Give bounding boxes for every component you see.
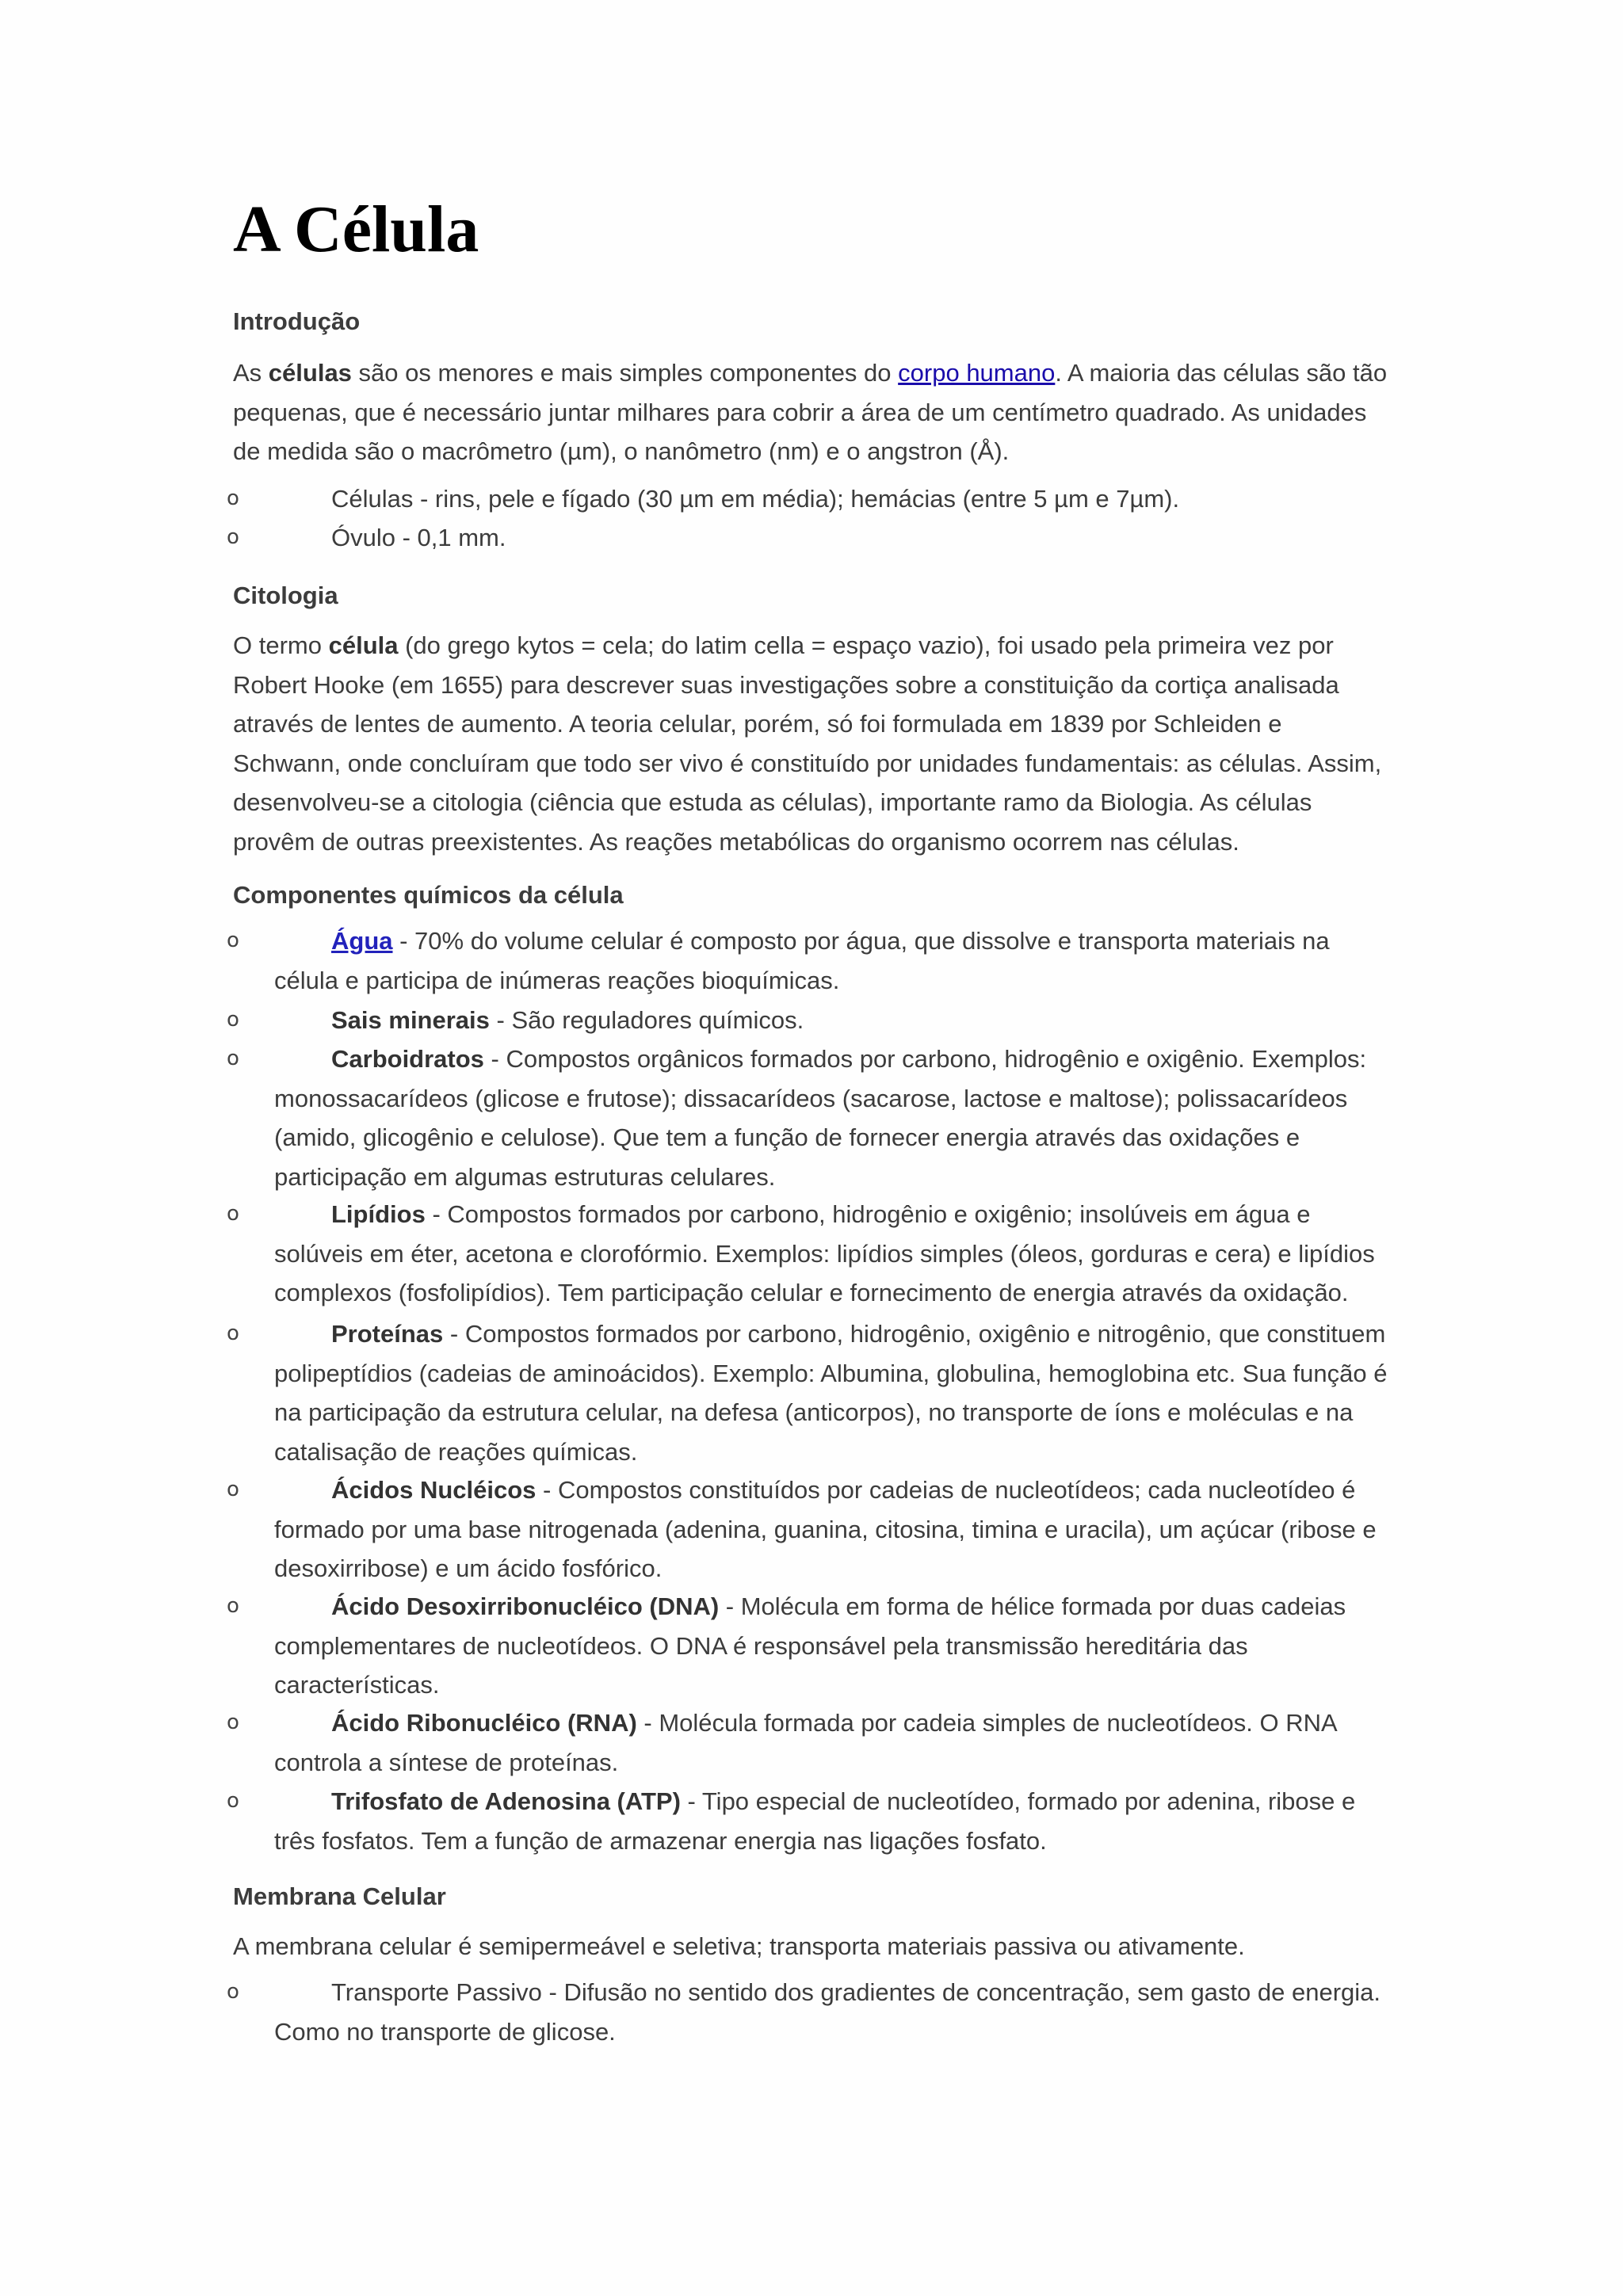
bullet-icon: o <box>227 1980 239 2004</box>
membrana-line: A membrana celular é semipermeável e seletiva; transporta materiais passiva ou ativamente. <box>233 1932 1245 1960</box>
bold-term: célula <box>328 631 399 659</box>
citologia-line: desenvolveu-se a citologia (ciência que estuda as células), importante ramo da Biologia. As células <box>233 788 1312 816</box>
heading-componentes: Componentes químicos da célula <box>233 881 624 909</box>
list-item-continuation: desoxirribose) e um ácido fosfórico. <box>274 1554 663 1582</box>
list-item-first-line <box>274 1470 1407 1510</box>
list-item-body <box>274 1782 1407 1860</box>
list-item-text: - Molécula em forma de hélice formada por duas cadeias <box>719 1592 1346 1620</box>
list-item-first-line <box>274 1195 1407 1234</box>
list-item-text: Células - rins, pele e fígado (30 µm em média); hemácias (entre 5 µm e 7µm). <box>331 485 1180 513</box>
list-item-continuation: polipeptídios (cadeias de aminoácidos). Exemplo: Albumina, globulina, hemoglobina etc. Sua função é <box>274 1359 1388 1387</box>
bullet-icon: o <box>227 1008 239 1032</box>
bold-term: células <box>268 359 352 387</box>
list-item-text: - São reguladores químicos. <box>489 1006 804 1034</box>
list-item-first-line <box>274 1782 1407 1821</box>
list-item-body <box>274 1973 1407 2051</box>
list-item-text: - Compostos constituídos por cadeias de nucleotídeos; cada nucleotídeo é <box>536 1476 1356 1504</box>
citologia-line: através de lentes de aumento. A teoria celular, porém, só foi formulada em 1839 por Schleiden e <box>233 710 1282 738</box>
list-item-body <box>274 1195 1407 1313</box>
list-item-text: - Compostos orgânicos formados por carbono, hidrogênio e oxigênio. Exemplos: <box>483 1045 1367 1073</box>
text: As <box>233 359 269 387</box>
list-item-first-line <box>274 921 1407 961</box>
list-item-first-line <box>274 1587 1407 1627</box>
bullet-icon: o <box>227 1202 239 1226</box>
text: . A maioria das células são tão <box>1055 359 1388 387</box>
bullet-icon: o <box>227 1789 239 1813</box>
list-item-first-line <box>274 1039 1407 1079</box>
list-item-body <box>274 479 1407 519</box>
bullet-icon: o <box>227 525 239 549</box>
list-item-continuation: características. <box>274 1671 440 1699</box>
citologia-line: Robert Hooke (em 1655) para descrever suas investigações sobre a constituição da cortiça analisada <box>233 670 1339 699</box>
list-item-text: - 70% do volume celular é composto por água, que dissolve e transporta materiais na <box>392 927 1330 955</box>
list-item-first-line <box>274 1314 1407 1354</box>
citologia-line: Schwann, onde concluíram que todo ser vivo é constituído por unidades fundamentais: as células. Assim, <box>233 749 1382 777</box>
list-item-term: Ácido Ribonucléico (RNA) <box>331 1709 637 1737</box>
list-item-continuation: complexos (fosfolipídios). Tem participação celular e fornecimento de energia através da oxidação. <box>274 1279 1349 1306</box>
list-item-continuation: monossacarídeos (glicose e frutose); dissacarídeos (sacarose, lactose e maltose); polissacarídeos <box>274 1084 1348 1112</box>
list-item-body <box>274 1314 1407 1471</box>
bullet-icon: o <box>227 1322 239 1345</box>
intro-line-2: pequenas, que é necessário juntar milhares para cobrir a área de um centímetro quadrado. As unidades <box>233 398 1367 426</box>
intro-line-3: de medida são o macrômetro (µm), o nanômetro (nm) e o angstron (Å). <box>233 437 1010 465</box>
list-item-text: Óvulo - 0,1 mm. <box>331 524 506 551</box>
list-item-term: Ácidos Nucléicos <box>331 1476 537 1504</box>
list-item-text: - Compostos formados por carbono, hidrogênio, oxigênio e nitrogênio, que constituem <box>443 1320 1386 1348</box>
list-item-text: Transporte Passivo - Difusão no sentido dos gradientes de concentração, sem gasto de energia. <box>331 1978 1381 2006</box>
list-item-text: - Tipo especial de nucleotídeo, formado por adenina, ribose e <box>680 1787 1356 1815</box>
page-title: A Célula <box>233 193 479 266</box>
list-item-first-line <box>274 1703 1407 1743</box>
text: (do grego kytos = cela; do latim cella = espaço vazio), foi usado pela primeira vez por <box>398 631 1334 659</box>
list-item-body <box>274 921 1407 1000</box>
bullet-icon: o <box>227 1478 239 1501</box>
list-item-text: - Compostos formados por carbono, hidrogênio e oxigênio; insolúveis em água e <box>425 1200 1311 1228</box>
list-item-first-line <box>274 1001 1407 1040</box>
list-item-continuation: participação em algumas estruturas celulares. <box>274 1162 776 1191</box>
bullet-icon: o <box>227 486 239 510</box>
membrana-paragraph <box>233 1927 1398 1966</box>
list-item-continuation: catalisação de reações químicas. <box>274 1437 638 1466</box>
citologia-line: provêm de outras preexistentes. As reações metabólicas do organismo ocorrem nas células. <box>233 827 1239 856</box>
list-item-body <box>274 1470 1407 1589</box>
list-item-term: Proteínas <box>331 1320 444 1348</box>
list-item-continuation: (amido, glicogênio e celulose). Que tem a função de fornecer energia através das oxidações e <box>274 1123 1300 1151</box>
list-item-continuation: formado por uma base nitrogenada (adenina, guanina, citosina, timina e uracila), um açúcar (ribose e <box>274 1515 1377 1543</box>
text: O termo <box>233 631 329 659</box>
list-item-continuation: na participação da estrutura celular, na defesa (anticorpos), no transporte de íons e moléculas e na <box>274 1398 1354 1426</box>
intro-line-1 <box>233 353 1398 393</box>
heading-citologia: Citologia <box>233 582 338 609</box>
heading-introducao: Introdução <box>233 307 361 335</box>
list-item-term: Lipídios <box>331 1200 426 1228</box>
list-item-body <box>274 518 1407 558</box>
bullet-icon: o <box>227 1594 239 1618</box>
bullet-icon: o <box>227 929 239 952</box>
list-item-body <box>274 1001 1407 1040</box>
citologia-line-1 <box>233 626 1398 666</box>
bullet-icon: o <box>227 1711 239 1734</box>
list-item-continuation: Como no transporte de glicose. <box>274 2017 616 2046</box>
list-item-body <box>274 1039 1407 1196</box>
agua-link[interactable]: Água <box>331 927 393 955</box>
heading-membrana: Membrana Celular <box>233 1882 446 1910</box>
list-item-term: Ácido Desoxirribonucléico (DNA) <box>331 1592 720 1620</box>
list-item-continuation: controla a síntese de proteínas. <box>274 1748 619 1776</box>
list-item-first-line <box>274 1973 1407 2012</box>
list-item-term: Sais minerais <box>331 1006 490 1034</box>
list-item-continuation: solúveis em éter, acetona e clorofórmio. Exemplos: lipídios simples (óleos, gorduras e cera) e lipídios <box>274 1239 1375 1268</box>
list-item-body <box>274 1703 1407 1782</box>
corpo-humano-link[interactable]: corpo humano <box>898 359 1056 387</box>
intro-paragraph <box>233 353 1398 471</box>
bullet-icon: o <box>227 1047 239 1070</box>
text: são os menores e mais simples componentes do <box>351 359 899 387</box>
list-item-continuation: três fosfatos. Tem a função de armazenar energia nas ligações fosfato. <box>274 1826 1047 1855</box>
list-item-text: - Molécula formada por cadeia simples de nucleotídeos. O RNA <box>636 1709 1338 1737</box>
list-item-term: Carboidratos <box>331 1045 484 1073</box>
list-item-continuation: complementares de nucleotídeos. O DNA é responsável pela transmissão hereditária das <box>274 1631 1248 1660</box>
list-item-term: Trifosfato de Adenosina (ATP) <box>331 1787 681 1815</box>
list-item-body <box>274 1587 1407 1705</box>
citologia-paragraph <box>233 626 1398 861</box>
list-item-continuation: célula e participa de inúmeras reações bioquímicas. <box>274 966 840 994</box>
